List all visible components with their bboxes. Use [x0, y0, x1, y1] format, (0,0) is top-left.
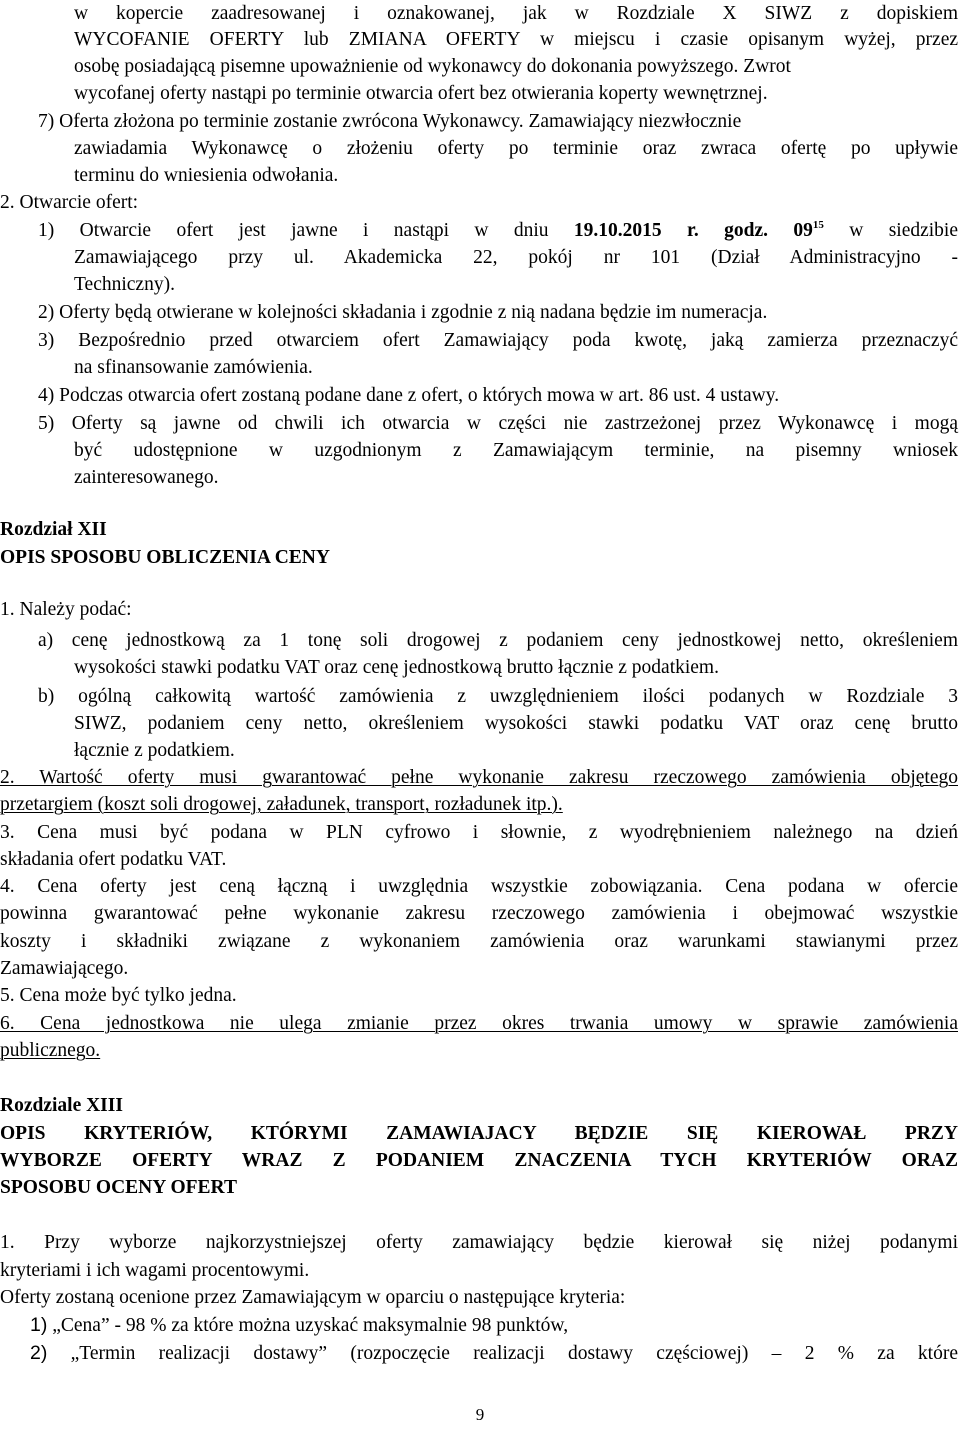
text-line-28: przetargiem (koszt soli drogowej, załadunek, transport, rozładunek itp.).	[0, 794, 563, 815]
text-line-24: b) ogólną całkowitą wartość zamówienia z uwzględnieniem ilości podanych w Rozdziale 3	[38, 686, 958, 707]
list-text: „Cena” - 98 % za które można uzyskać maksymalnie 98 punktów,	[52, 1315, 569, 1336]
line-tail: w siedzibie	[849, 220, 959, 241]
text-line-18: zainteresowanego.	[74, 467, 219, 488]
text-line-20: OPIS SPOSOBU OBLICZENIA CENY	[0, 547, 330, 568]
text-line-34: Zamawiającego.	[0, 958, 129, 979]
text-line-7: terminu do wniesienia odwołania.	[74, 165, 339, 186]
text-line-25: SIWZ, podaniem ceny netto, określeniem wysokości stawki podatku VAT oraz cenę brutto	[74, 713, 958, 734]
text-line-17: być udostępnione w uzgodnionym z Zamawiającym terminie, na pisemny wniosek	[74, 440, 958, 461]
text-line-11: Techniczny).	[74, 274, 175, 295]
text-line-13: 3) Bezpośrednio przed otwarciem ofert Zamawiający poda kwotę, jaką zamierza przeznaczyć	[38, 330, 958, 351]
text-line-44: Oferty zostaną ocenione przez Zamawiającym w oparciu o następujące kryteria:	[0, 1287, 626, 1308]
list-number: 2)	[30, 1342, 48, 1364]
text-line-14: na sfinansowanie zamówienia.	[74, 357, 313, 378]
text-line-2: WYCOFANIE OFERTY lub ZMIANA OFERTY w miejscu i czasie opisanym wyżej, przez	[74, 29, 958, 50]
text-line-26: łącznie z podatkiem.	[74, 740, 235, 761]
text-line-33: koszty i składniki związane z wykonaniem zamówienia oraz warunkami stawianymi przez	[0, 931, 958, 952]
text-line-29: 3. Cena musi być podana w PLN cyfrowo i słownie, z wyodrębnieniem należnego na dzień	[0, 822, 958, 843]
text-line-12: 2) Oferty będą otwierane w kolejności składania i zgodnie z nią nadana będzie im numeracja.	[38, 302, 768, 323]
text-line-16: 5) Oferty są jawne od chwili ich otwarcia w części nie zastrzeżonej przez Wykonawcę i mogą	[38, 413, 958, 434]
text-line-40: WYBORZE OFERTY WRAZ Z PODANIEM ZNACZENIA TYCH KRYTERIÓW ORAZ	[0, 1150, 958, 1171]
text-line-6: zawiadamia Wykonawcę o złożeniu oferty po terminie oraz zwraca ofertę po upływie	[74, 138, 958, 159]
text-line-38: Rozdziale XIII	[0, 1095, 123, 1116]
text-line-5: 7) Oferta złożona po terminie zostanie zwrócona Wykonawcy. Zamawiający niezwłocznie	[38, 111, 742, 132]
text-line-46	[30, 1340, 958, 1368]
text-line-4: wycofanej oferty nastąpi po terminie otwarcia ofert bez otwierania koperty wewnętrznej.	[74, 83, 768, 104]
text-line-19: Rozdział XII	[0, 519, 107, 540]
text-line-43: kryteriami i ich wagami procentowymi.	[0, 1260, 310, 1281]
text-line-3: osobę posiadającą pisemne upoważnienie od wykonawcy do dokonania powyższego. Zwrot	[74, 56, 791, 77]
text-line-23: wysokości stawki podatku VAT oraz cenę jednostkową brutto łącznie z podatkiem.	[74, 657, 719, 678]
text-line-39: OPIS KRYTERIÓW, KTÓRYMI ZAMAWIAJACY BĘDZIE SIĘ KIEROWAŁ PRZY	[0, 1123, 958, 1144]
text-line-31: 4. Cena oferty jest ceną łączną i uwzględnia wszystkie zobowiązania. Cena podana w ofercie	[0, 876, 958, 897]
text-line-41: SPOSOBU OCENY OFERT	[0, 1177, 237, 1198]
line-text: 1) Otwarcie ofert jest jawne i nastąpi w dniu	[38, 220, 549, 241]
text-line-32: powinna gwarantować pełne wykonanie zakresu rzeczowego zamówienia i obejmować wszystkie	[0, 903, 958, 924]
text-line-45	[30, 1312, 568, 1340]
text-line-1: w kopercie zaadresowanej i oznakowanej, jak w Rozdziale X SIWZ z dopiskiem	[74, 3, 958, 24]
page-number: 9	[475, 1405, 485, 1424]
text-line-35: 5. Cena może być tylko jedna.	[0, 985, 237, 1006]
text-line-36: 6. Cena jednostkowa nie ulega zmianie przez okres trwania umowy w sprawie zamówienia	[0, 1013, 958, 1034]
text-line-8: 2. Otwarcie ofert:	[0, 192, 139, 213]
list-text: „Termin realizacji dostawy” (rozpoczęcie realizacji dostawy częściowej) – 2 % za które	[70, 1343, 958, 1364]
text-line-37: publicznego.	[0, 1040, 101, 1061]
text-line-42: 1. Przy wyborze najkorzystniejszej oferty zamawiający będzie kierował się niżej podanymi	[0, 1232, 958, 1253]
text-line-9	[38, 218, 958, 245]
text-line-22: a) cenę jednostkową za 1 tonę soli drogowej z podaniem ceny jednostkowej netto, określeniem	[38, 630, 958, 651]
text-line-10: Zamawiającego przy ul. Akademicka 22, pokój nr 101 (Dział Administracyjno -	[74, 247, 958, 268]
text-line-30: składania ofert podatku VAT.	[0, 849, 227, 870]
list-number: 1)	[30, 1314, 48, 1336]
opening-date: 19.10.2015 r. godz. 09	[573, 220, 813, 241]
text-line-21: 1. Należy podać:	[0, 599, 132, 620]
text-line-15: 4) Podczas otwarcia ofert zostaną podane dane z ofert, o których mowa w art. 86 ust. 4 ustawy.	[38, 385, 780, 406]
text-line-27: 2. Wartość oferty musi gwarantować pełne wykonanie zakresu rzeczowego zamówienia objętego	[0, 767, 958, 788]
opening-minutes: 15	[812, 219, 824, 231]
